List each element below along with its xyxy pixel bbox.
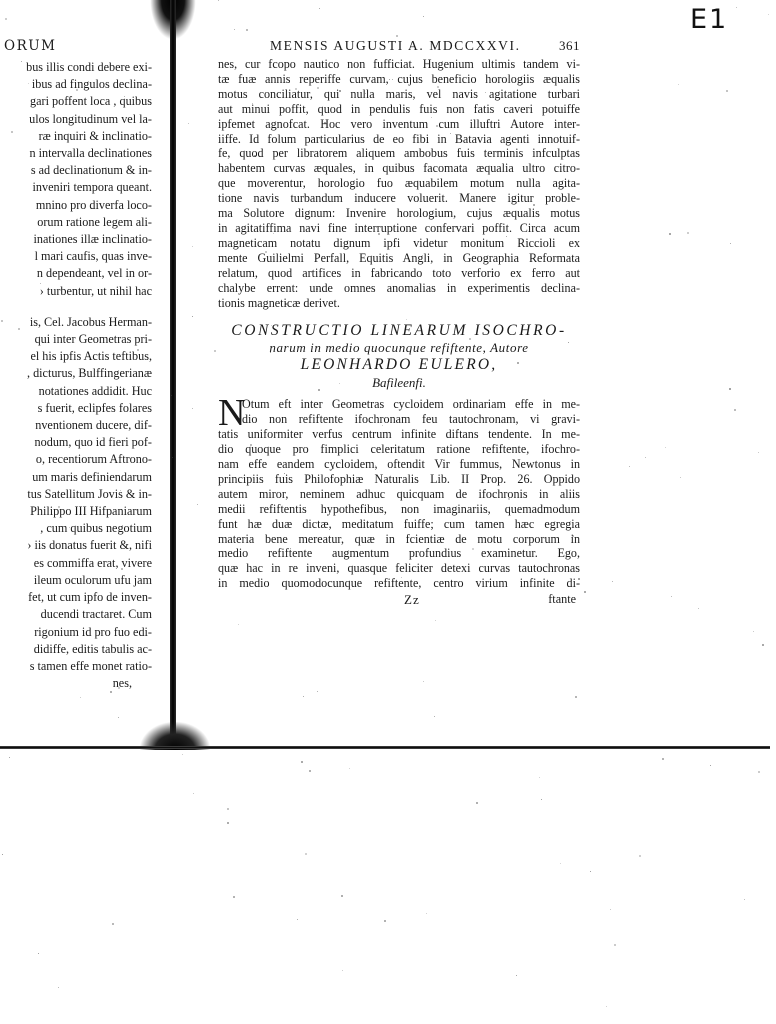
scan-speck [768,14,769,15]
article-author: LEONHARDO EULERO, [300,356,498,374]
text-line: ma Solutore dignum: Invenire horologium, cujus æqualis motus [218,206,580,221]
text-line: aut minui poffit, quod in pendulis fuis non fatis caveri potuiffe [218,101,580,116]
scan-speck [234,29,235,30]
left-text-line: o, recentiorum Aftrono- [35,452,152,467]
scan-speck [171,395,172,396]
scan-speck [698,608,699,609]
scan-speck [758,771,760,773]
scan-speck [214,350,216,352]
scan-speck [319,8,320,9]
left-text-line: Philippo III Hifpaniarum [30,504,152,519]
catchword: ftante [548,592,576,607]
scan-speck [341,895,343,897]
left-text-line: mnino pro diverfa loco- [35,197,152,212]
scan-speck [753,631,754,632]
left-text-line: ulos longitudinum vel la- [29,111,152,126]
handwritten-mark: E1 [690,4,729,35]
scan-speck [9,757,10,758]
scan-speck [172,457,173,458]
scan-speck [192,408,193,409]
scan-speck [192,246,193,247]
scan-speck [612,581,613,582]
scan-speck [726,90,728,92]
scan-speck [384,920,386,922]
text-line: materia bene mereatur, quæ in fcientiæ de motu corporum in [218,531,580,546]
scan-speck [606,1006,607,1007]
left-text-line: bus illis condi debere exi- [26,60,152,74]
text-line: iiffe. Id folum particularius de eo fibi in Batavia agenti innotuif- [218,131,580,146]
text-line: tione navis turbandum inducere voluerit. Manere igitur proble- [218,191,580,206]
scan-speck [80,697,81,698]
left-text-line: es commiffa erat, vivere [33,555,152,570]
left-paragraph-2 [0,314,160,675]
text-line: dio quoque pro fimplici celeritatum ratione refiftente, ifochro- [218,442,580,457]
left-text-line: , dicturus, Bulffingerianæ [26,366,152,381]
text-line: medio refiftente augmentum profundius examinetur. Ego, [218,546,580,561]
text-line: ipfemet agnofcat. Hoc vero inventum cum illuftri Autore inter- [218,116,580,131]
scan-speck [575,696,577,698]
scan-speck [560,863,561,864]
scan-speck [112,923,114,925]
scan-speck [309,770,311,772]
text-line: fe, quod per libratorem aliquem ambobus fuis terminis infculptas [218,146,580,161]
review-paragraph [218,57,580,310]
text-line: Otum eft inter Geometras cycloidem ordinariam effe in me- [242,397,580,412]
text-line: magneticam notatu dignum ipfi videtur monitum Riccioli ex [218,235,580,250]
drop-cap: N [218,392,246,435]
scan-speck [396,35,398,37]
scan-speck [584,591,586,593]
text-line: medii refiftentis hypothefibus, non imaginariis, quemadmodum [218,501,580,516]
left-text-line: rigonium id pro fuo edi- [34,624,152,639]
gathering-signature-line [218,592,580,608]
scan-speck [197,504,198,505]
text-line: autem miror, neminem adhuc quicquam de ifochronis in aliis [218,486,580,501]
left-text-line: ræ inquiri & inclinatio- [38,128,152,143]
scan-speck [2,854,3,855]
scan-speck [639,855,641,857]
left-text-line: inationes illæ inclinatio- [33,232,152,247]
scan-speck [736,7,737,8]
scan-speck [227,822,229,824]
left-text-line: tus Satellitum Jovis & in- [27,486,152,501]
text-line: dio non refiftente ifochronam feu tautochronam, vi gravi- [242,412,580,427]
scan-speck [516,975,517,976]
scan-speck [614,944,616,946]
text-line: tatis uniformiter verfus centrum infinite diftans tendente. In me- [218,427,580,442]
text-line: funt hæ duæ dictæ, meditatum fuiffe; cum tamen hæc egregia [218,516,580,531]
scan-speck [435,620,436,621]
scan-speck [218,0,219,1]
left-text-line: n intervalla declinationes [29,146,152,161]
left-text-line: nodum, quo id fieri pof- [34,435,152,450]
left-text-line: nventionem ducere, dif- [35,418,152,433]
left-text-line: ducendi tractaret. Cum [40,607,152,622]
scan-speck [423,16,424,17]
left-text-line: fet, ut cum ipfo de inven- [28,590,152,605]
left-text-line: notationes addidit. Huc [38,383,152,398]
scan-speck [5,18,7,20]
book-gutter [170,0,176,748]
left-text-line: gari poffent loca , quibus [30,94,152,109]
left-text-line: ibus ad fingulos declina- [31,77,152,92]
text-line: nam effe eandem cycloidem, oftendit Vir fummus, Newtonus in [218,457,580,472]
left-paragraph-1 [0,59,160,300]
text-line: mente Guilielmi Perfall, Equitis Angli, in Geographia Reformata [218,250,580,265]
text-line: relatum, quod artifices in fabricando toto verforio ex ferro aut [218,265,580,280]
left-catchword: nes, [112,676,132,691]
text-line: habentem curvas æquales, in quibus facomata æqualia ultro citro- [218,161,580,176]
scan-speck [687,232,689,234]
scan-speck [118,717,119,718]
article-author-origin: Bafileenfi. [372,375,426,391]
scan-speck [188,123,189,124]
scan-speck [665,447,666,448]
scan-speck [297,919,298,920]
scan-speck [662,758,664,760]
scan-speck [342,970,343,971]
scan-speck [729,388,731,390]
scan-speck [590,871,591,872]
article-title-line-1: CONSTRUCTIO LINEARUM ISOCHRO- [231,322,567,340]
scan-speck [762,644,764,646]
scan-speck [349,768,350,769]
scan-speck [305,853,307,855]
scan-speck [193,793,194,794]
scan-speck [58,987,59,988]
scan-speck [38,953,39,954]
text-line: quæ hac in re inveni, quasque feliciter detexi curvas tautochronas [218,561,580,576]
article-body [218,392,580,591]
scan-speck [680,477,681,478]
scan-speck [303,696,304,697]
left-text-line: s ad declinationum & in- [30,163,152,178]
left-text-line: um maris definiendarum [32,469,152,484]
left-text-line: n dependeant, vel in or- [36,266,152,281]
left-text-line: qui inter Geometras pri- [34,332,152,347]
left-text-line: inveniri tempora queant. [32,180,152,195]
text-line: chalybe errent: unde omnes anomalias in experimentis declina- [218,280,580,295]
article-paragraph [218,427,580,591]
scan-speck [671,596,672,597]
left-text-line: didiffe, editis tabulis ac- [33,641,152,656]
scan-speck [730,243,731,244]
running-head [218,38,580,54]
scan-speck [238,624,239,625]
scan-speck [539,777,540,778]
left-text-line: is, Cel. Jacobus Herman- [29,314,152,329]
text-line: motus conciliatur, qui nulla maris, vel navis agitatione turbari [218,86,580,101]
scan-speck [610,909,611,910]
text-line: in medio quomodocunque refiftente, centro virium infinite di- [218,576,580,591]
page-bottom-edge [0,746,770,749]
left-text-line: s tamen effe monet ratio- [29,658,152,673]
scan-speck [734,409,736,411]
scan-speck [434,716,435,717]
scan-speck [541,799,542,800]
scan-speck [192,316,193,317]
scan-speck [744,899,745,900]
left-text-line: › turbentur, ut nihil hac [39,283,152,298]
scan-speck [246,29,248,31]
left-text-line: › iis donatus fuerit &, nifi [27,538,152,553]
scan-speck [645,457,646,458]
scan-speck [426,913,427,914]
scan-speck [669,233,671,235]
scan-speck [629,466,630,467]
left-running-head: ORUM [4,38,57,54]
scan-speck [317,691,318,692]
left-text-line: ileum oculorum ufu jam [33,572,152,587]
scan-speck [233,896,235,898]
gathering-signature: Zz [404,592,420,608]
scan-speck [678,84,679,85]
text-line: in agitatiffima navi fine interruptione confervari poffit. Circa acum [218,220,580,235]
right-page [218,38,580,608]
left-text-line: , cum quibus negotium [40,521,152,536]
scan-speck [423,681,424,682]
left-page [0,38,160,691]
left-text-line: s fuerit, eclipfes folares [37,400,152,415]
left-text-line: l mari caufis, quas inve- [34,249,152,264]
left-text-line: el his ipfis Actis teftibus, [30,349,152,364]
article-title-line-2: narum in medio quocunque refiftente, Autore [269,340,529,356]
page-number: 361 [559,38,580,53]
scan-speck [182,754,183,755]
scan-speck [710,765,711,766]
text-line: principiis fuis Philofophiæ Naturalis Lib. II Prop. 26. Oppido [218,471,580,486]
article-title [218,322,580,391]
text-line: que moverentur, horologio fuo æquabilem motum nulla agita- [218,176,580,191]
running-head-title: MENSIS AUGUSTI A. MDCCXXVI. [270,38,521,53]
text-line: tæ fuæ annis reperiffe curvam, cujus beneficio horologiis æqualis [218,71,580,86]
scan-speck [476,802,478,804]
scan-speck [301,761,303,763]
text-line: tionis magneticæ derivet. [218,295,340,310]
left-text-line: orum ratione legem ali- [37,214,152,229]
text-line: nes, cur fcopo nautico non fufficiat. Hugenium ultimis tandem vi- [218,57,580,71]
scan-speck [227,808,229,810]
scan-speck [758,452,759,453]
